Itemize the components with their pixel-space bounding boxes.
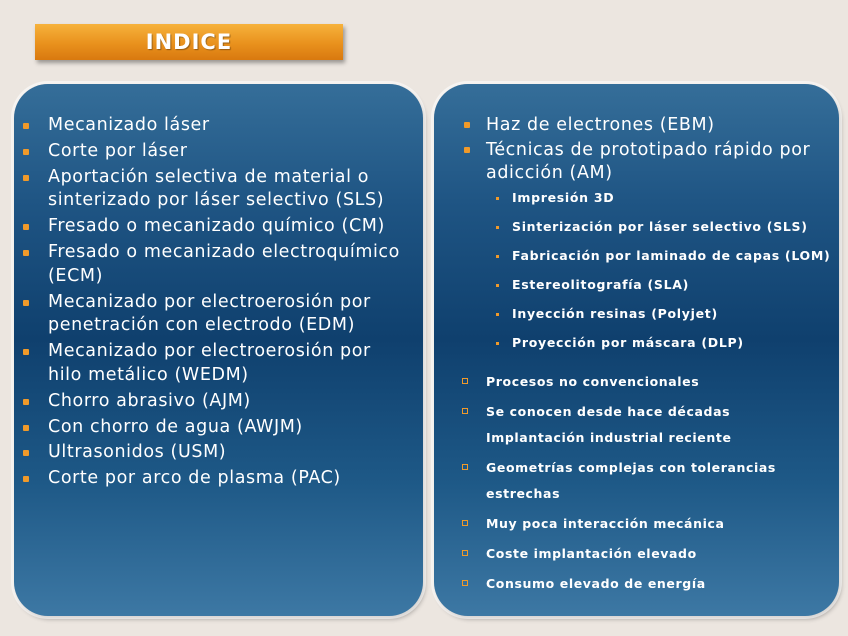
small-bullet-icon <box>496 284 499 287</box>
list-item: Chorro abrasivo (AJM) <box>14 390 409 414</box>
note-item: Procesos no convencionales <box>434 369 839 395</box>
sub-list-item: Impresión 3D <box>434 190 839 219</box>
list-item: Corte por láser <box>14 140 409 164</box>
right-bullet-list <box>434 114 834 187</box>
square-bullet-icon <box>462 580 468 586</box>
sub-list-item: Estereolitografía (SLA) <box>434 277 839 306</box>
bullet-icon <box>23 149 29 155</box>
right-panel <box>434 84 839 616</box>
page-title: INDICE <box>145 30 233 54</box>
list-item: Haz de electrones (EBM) <box>434 114 834 137</box>
square-bullet-icon <box>462 378 468 384</box>
sub-bullet-list <box>434 190 839 364</box>
bullet-icon <box>23 476 29 482</box>
list-item: Mecanizado por electroerosión por penetración con electrodo (EDM) <box>14 291 409 339</box>
list-item: Mecanizado por electroerosión por hilo metálico (WEDM) <box>14 340 409 388</box>
sub-list-item: Fabricación por laminado de capas (LOM) <box>434 248 839 277</box>
bullet-icon <box>23 224 29 230</box>
small-bullet-icon <box>496 197 499 200</box>
bullet-icon <box>23 175 29 181</box>
bullet-icon <box>23 349 29 355</box>
small-bullet-icon <box>496 226 499 229</box>
bullet-icon <box>464 122 470 128</box>
bullet-icon <box>23 123 29 129</box>
bullet-icon <box>23 250 29 256</box>
list-item: Fresado o mecanizado electroquímico (ECM) <box>14 241 409 289</box>
small-bullet-icon <box>496 255 499 258</box>
list-item: Con chorro de agua (AWJM) <box>14 416 409 440</box>
note-item: Implantación industrial reciente <box>486 430 732 445</box>
small-bullet-icon <box>496 313 499 316</box>
sub-list-item: Inyección resinas (Polyjet) <box>434 306 839 335</box>
note-item: Geometrías complejas con tolerancias estrechas <box>434 455 839 507</box>
sub-list-item: Sinterización por láser selectivo (SLS) <box>434 219 839 248</box>
bullet-icon <box>464 147 470 153</box>
list-item: Mecanizado láser <box>14 114 409 138</box>
list-item: Corte por arco de plasma (PAC) <box>14 467 409 491</box>
square-bullet-icon <box>462 408 468 414</box>
bullet-icon <box>23 450 29 456</box>
small-bullet-icon <box>496 342 499 345</box>
list-item: Fresado o mecanizado químico (CM) <box>14 215 409 239</box>
sub-list-item: Proyección por máscara (DLP) <box>434 335 839 364</box>
list-item: Ultrasonidos (USM) <box>14 441 409 465</box>
bullet-icon <box>23 300 29 306</box>
square-bullet-icon <box>462 520 468 526</box>
note-item: Se conocen desde hace décadas <box>434 399 839 425</box>
note-item: Muy poca interacción mecánica <box>434 511 839 537</box>
note-item: Coste implantación elevado <box>434 541 839 567</box>
title-banner <box>35 24 343 60</box>
left-bullet-list <box>14 114 409 493</box>
left-panel <box>14 84 423 616</box>
notes-list <box>434 369 839 597</box>
note-item: Consumo elevado de energía <box>434 571 839 597</box>
square-bullet-icon <box>462 464 468 470</box>
bullet-icon <box>23 425 29 431</box>
list-item: Aportación selectiva de material o sinterizado por láser selectivo (SLS) <box>14 166 409 214</box>
square-bullet-icon <box>462 550 468 556</box>
list-item: Técnicas de prototipado rápido por adicción (AM) <box>434 139 834 185</box>
bullet-icon <box>23 399 29 405</box>
